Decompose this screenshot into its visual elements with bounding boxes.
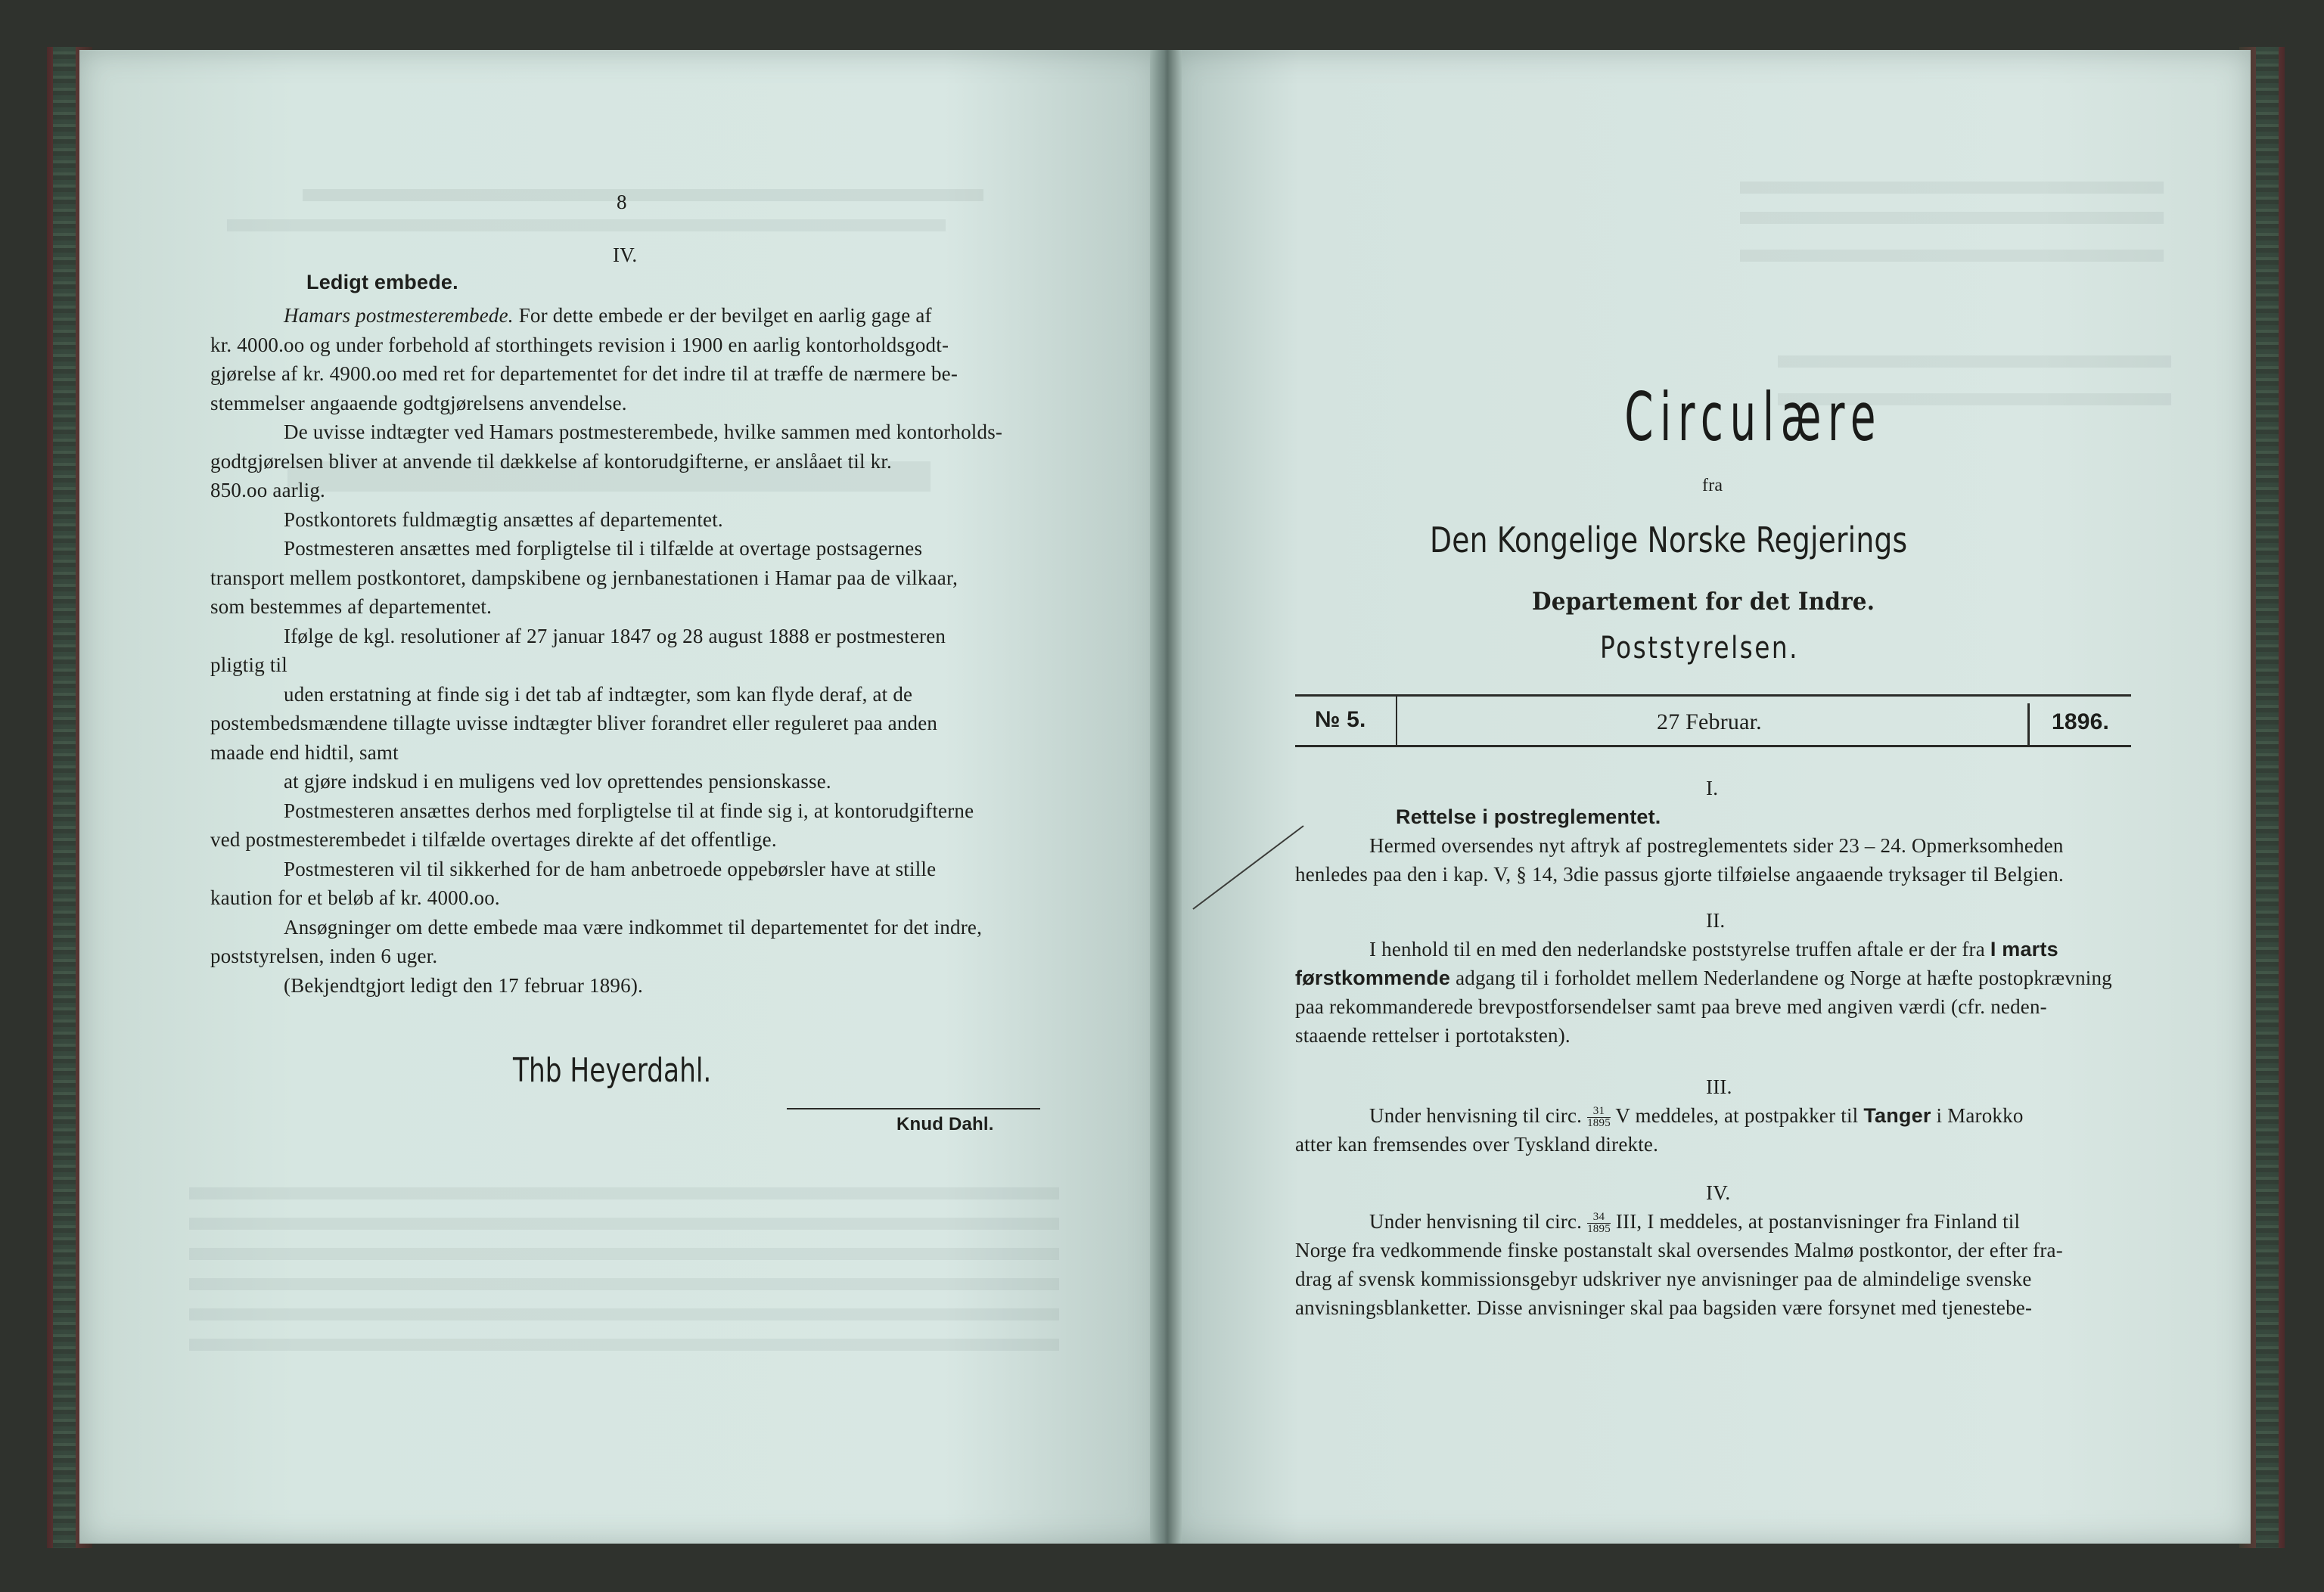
header-rule-bottom — [1295, 745, 2131, 747]
left-text-line: uden erstatning at finde sig i det tab af indtægter, som kan flyde deraf, at de — [284, 682, 913, 706]
pencil-mark — [1192, 824, 1305, 911]
right-text-line: staaende rettelser i portotaksten). — [1295, 1024, 1571, 1047]
section-numeral: I. — [1706, 777, 1719, 799]
circular-reference: $\frac{31}{1895}$ — [1587, 1105, 1611, 1130]
left-text-line: Postkontorets fuldmægtig ansættes af departementet. — [284, 507, 723, 531]
left-text-line: Postmesteren ansættes med forpligtelse til i tilfælde at overtage postsagernes — [284, 537, 923, 560]
section-heading: Rettelse i postreglementet. — [1396, 805, 1661, 828]
left-text-line: Postmesteren vil til sikkerhed for de ham anbetroede oppebørsler have at stille — [284, 857, 937, 880]
left-text-line: godtgjørelsen bliver at anvende til dækkelse af kontorudgifterne, er anslåaet til kr. — [210, 449, 892, 473]
left-text-line: poststyrelsen, inden 6 uger. — [210, 945, 438, 967]
countersignature: Knud Dahl. — [896, 1114, 994, 1134]
department-name: Departement for det Indre. — [1532, 587, 1875, 616]
office-name-italic: Hamars postmesterembede. — [284, 304, 514, 327]
right-text-line: paa rekommanderede brevpostforsendelser samt paa breve med angiven værdi (cfr. neden- — [1295, 995, 2047, 1018]
right-text-line: atter kan fremsendes over Tyskland direkte. — [1295, 1133, 1659, 1156]
signature-rule — [787, 1108, 1040, 1109]
section-numeral: II. — [1706, 909, 1726, 932]
authority-name: Den Kongelige Norske Regjerings — [1430, 520, 1908, 560]
left-text-line: 850.oo aarlig. — [210, 479, 326, 501]
left-text-line: pligtig til — [210, 653, 287, 676]
circular-reference: $\frac{34}{1895}$ — [1587, 1211, 1611, 1236]
left-text-line: som bestemmes af departementet. — [210, 595, 492, 618]
left-text-line: maade end hidtil, samt — [210, 740, 399, 764]
right-text-line: førstkommende adgang til i forholdet mellem Nederlandene og Norge at hæfte postopkrævning — [1295, 967, 2112, 989]
left-text-line: Ansøgninger om dette embede maa være indkommet til departementet for det indre, — [284, 915, 983, 939]
right-text-line: I henhold til en med den nederlandske poststyrelse truffen aftale er der fra I marts — [1369, 938, 2058, 960]
right-text-line: anvisningsblanketter. Disse anvisninger skal paa bagsiden være forsynet med tjenestebe- — [1295, 1296, 2033, 1319]
right-text-line: henledes paa den i kap. V, § 14, 3die passus gjorte tilføielse angaaende tryksager til Belgien. — [1295, 863, 2064, 886]
left-text-line: (Bekjendtgjort ledigt den 17 februar 1896). — [284, 973, 643, 997]
header-divider-2 — [2027, 703, 2030, 745]
left-text-line: gjørelse af kr. 4900.oo med ret for departementet for det indre til at træffe de nærmere be- — [210, 362, 958, 385]
left-text-line: kaution for et beløb af kr. 4000.oo. — [210, 886, 500, 909]
circular-title: Circulære — [1624, 378, 1883, 456]
left-text-line: at gjøre indskud i en muligens ved lov oprettendes pensionskasse. — [284, 770, 831, 793]
circular-year: 1896. — [2052, 709, 2110, 734]
right-text-line: Under henvisning til circ. $\frac{31}{1895}$ V meddeles, at postpakker til Tanger i Marokko — [1369, 1104, 2024, 1130]
right-text-line: Hermed oversendes nyt aftryk af postreglementets sider 23 – 24. Opmerksomheden — [1369, 834, 2064, 857]
section-numeral: III. — [1706, 1075, 1732, 1098]
section-numeral: IV. — [1706, 1181, 1731, 1204]
right-text-line: Norge fra vedkommende finske postanstalt skal oversendes Malmø postkontor, der efter fra- — [1295, 1239, 2063, 1261]
right-text-line: Under henvisning til circ. $\frac{34}{1895}$ III, I meddeles, at postanvisninger fra Finland til — [1369, 1210, 2021, 1236]
right-text-line: drag af svensk kommissionsgebyr udskriver nye anvisninger paa de almindelige svenske — [1295, 1268, 2032, 1290]
left-text-line: stemmelser angaaende godtgjørelsens anvendelse. — [210, 391, 627, 414]
circular-date: 27 Februar. — [1657, 709, 1762, 734]
left-text-line: transport mellem postkontoret, dampskibene og jernbanestationen i Hamar paa de vilkaar, — [210, 566, 958, 589]
line-rest: For dette embede er der bevilget en aarlig gage af — [513, 304, 932, 327]
page-number: 8 — [617, 191, 627, 213]
left-text-line — [284, 303, 932, 328]
left-text-line: postembedsmændene tillagte uvisse indtægter bliver forandret eller reguleret paa anden — [210, 712, 938, 734]
left-text-line: Postmesteren ansættes derhos med forpligtelse til at finde sig i, at kontorudgifterne — [284, 799, 974, 822]
left-text-line: De uvisse indtægter ved Hamars postmesterembede, hvilke sammen med kontorholds- — [284, 420, 1003, 443]
left-text-line: Ifølge de kgl. resolutioner af 27 januar 1847 og 28 august 1888 er postmesteren — [284, 624, 946, 647]
circular-number: № 5. — [1315, 707, 1366, 732]
from-word: fra — [1702, 476, 1723, 495]
header-divider-1 — [1396, 694, 1397, 745]
signature: Thb Heyerdahl. — [513, 1051, 712, 1090]
section-heading: Ledigt embede. — [306, 271, 458, 293]
left-text-line: kr. 4000.oo og under forbehold af storthingets revision i 1900 en aarlig kontorholdsgodt- — [210, 333, 949, 356]
header-rule-top — [1295, 694, 2131, 697]
left-text-line: ved postmesterembedet i tilfælde overtages direkte af det offentlige. — [210, 828, 777, 851]
office-name: Poststyrelsen. — [1600, 631, 1799, 666]
book-gutter — [1150, 50, 1182, 1544]
section-numeral: IV. — [613, 244, 638, 266]
